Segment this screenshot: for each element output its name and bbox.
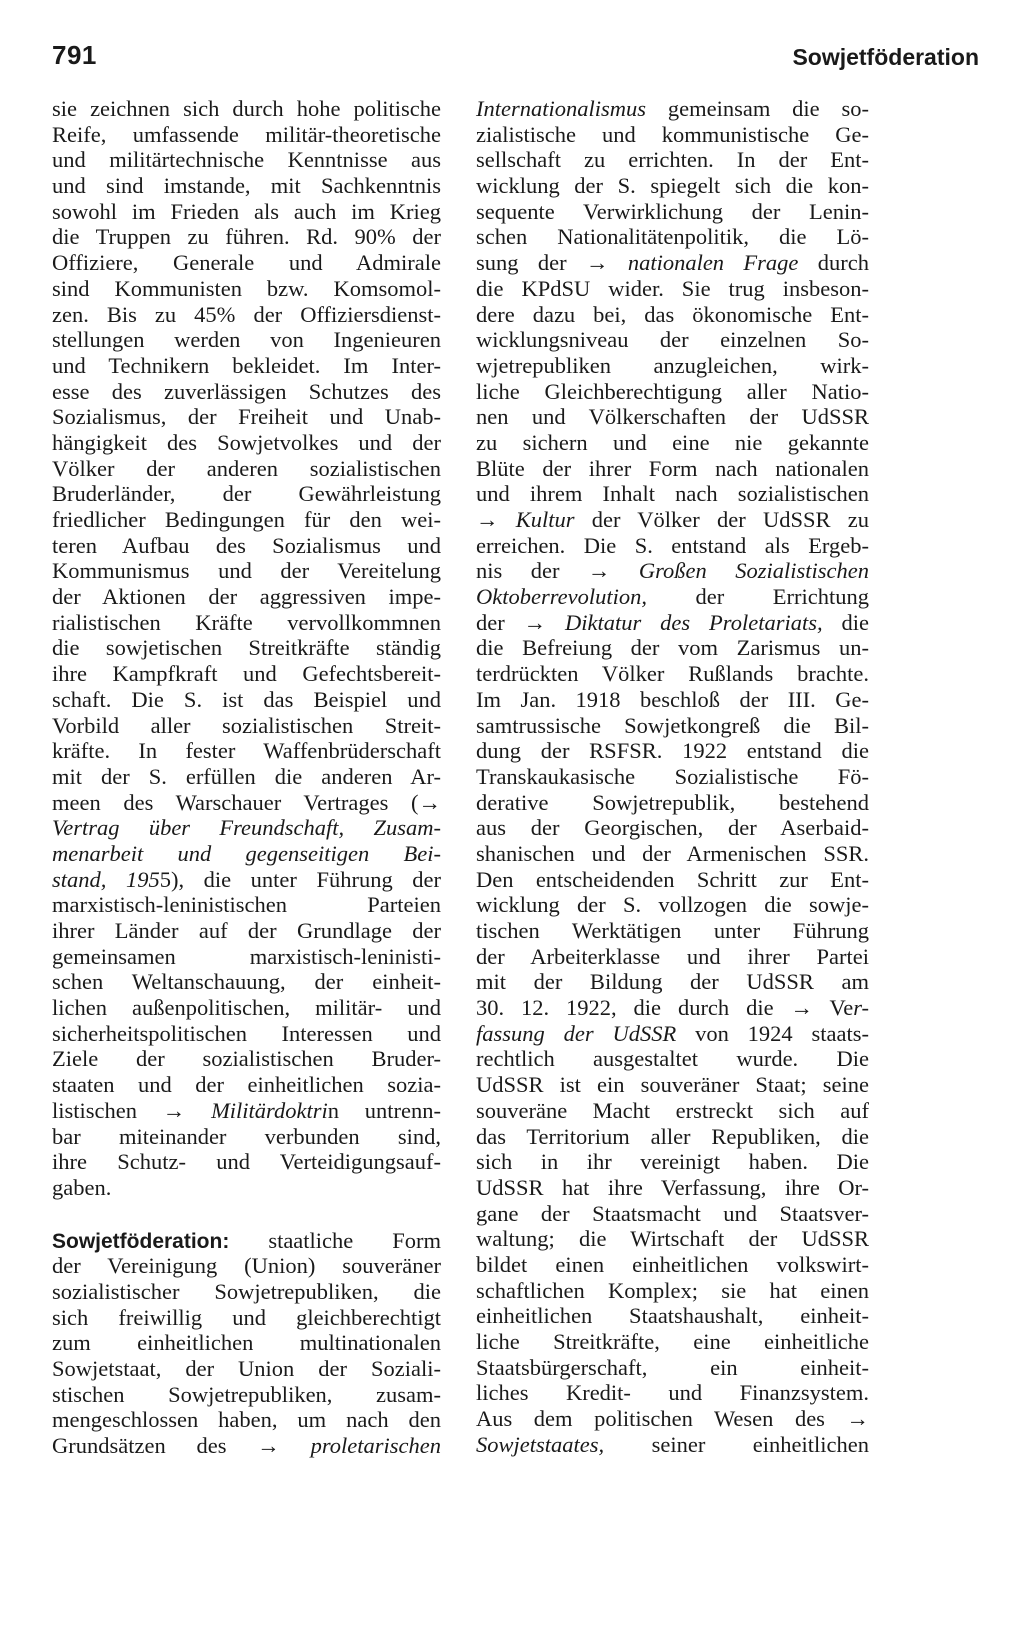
text-line: dung der RSFSR. 1922 entstand die: [476, 738, 869, 764]
text-line: Aus dem politischen Wesen des →: [476, 1406, 869, 1432]
text-line: und militärtechnische Kenntnisse aus: [52, 147, 441, 173]
text-line: stischen Sowjetrepubliken, zusam-: [52, 1381, 441, 1407]
text-line: mit der Bildung der UdSSR am: [476, 969, 869, 995]
text-line: und sind imstande, mit Sachkenntnis: [52, 173, 441, 199]
running-head: Sowjetföderation: [792, 44, 979, 70]
text-line: schen Nationalitätenpolitik, die Lö-: [476, 224, 869, 250]
text-line: wjetrepubliken anzugleichen, wirk-: [476, 352, 869, 378]
text-line: das Territorium aller Republiken, die: [476, 1123, 869, 1149]
text-line: lichen außenpolitischen, militär- und: [52, 995, 441, 1021]
text-line: der Arbeiterklasse und ihrer Partei: [476, 943, 869, 969]
text-line: shanischen und der Armenischen SSR.: [476, 840, 869, 866]
text-line: aus der Georgischen, der Aserbaid-: [476, 815, 869, 841]
text-line: terdrückten Völker Rußlands brachte.: [476, 661, 869, 687]
text-line: zu sichern und eine nie gekannte: [476, 429, 869, 455]
dictionary-entry: [52, 1228, 441, 1459]
text-line: fassung der UdSSR von 1924 staats-: [476, 1020, 870, 1046]
text-line: Blüte der ihrer Form nach nationalen: [476, 455, 869, 481]
text-line: → Kultur der Völker der UdSSR zu: [476, 507, 869, 532]
text-line: sowohl im Frieden als auch im Krieg: [52, 198, 441, 224]
entry-gap: [52, 1201, 441, 1228]
text-line: friedlicher Bedingungen für den wei-: [52, 507, 441, 532]
text-line: 30. 12. 1922, die durch die → Ver-: [476, 995, 869, 1021]
text-line: Den entscheidenden Schritt zur Ent-: [476, 866, 869, 892]
text-line: Vertrag über Freundschaft, Zusam-: [52, 815, 441, 841]
text-line: Bruderländer, der Gewährleistung: [52, 481, 441, 507]
text-line: nis der → Großen Sozialistischen: [476, 558, 869, 584]
text-line: Sozialismus, der Freiheit und Unab-: [52, 404, 441, 430]
entry-first-line: [52, 1228, 441, 1254]
text-line: Transkaukasische Sozialistische Fö-: [476, 763, 869, 789]
text-line: Internationalismus gemeinsam die so-: [476, 96, 869, 121]
text-line: Kommunismus und der Vereitelung: [52, 558, 441, 584]
text-line: hängigkeit des Sowjetvolkes und der: [52, 429, 441, 455]
text-line: menarbeit und gegenseitigen Bei-: [52, 840, 441, 866]
text-line: samtrussische Sowjetkongreß die Bil-: [476, 712, 869, 738]
text-line: sung der → nationalen Frage durch: [476, 250, 869, 276]
page-number: 791: [52, 40, 97, 70]
text-line: die Truppen zu führen. Rd. 90% der: [52, 224, 441, 250]
text-line: bildet einen einheitlichen volkswirt-: [476, 1251, 869, 1277]
entry-term: Sowjetföderation:: [52, 1229, 230, 1253]
text-line: stand, 1955), die unter Führung der: [52, 866, 441, 892]
text-line: wicklungsniveau der einzelnen So-: [476, 327, 869, 353]
text-line: rialistischen Kräfte vervollkommnen: [52, 609, 441, 635]
text-line: zialistische und kommunistische Ge-: [476, 121, 869, 147]
text-line: der Vereinigung (Union) souveräner: [52, 1253, 441, 1279]
text-line: kräfte. In fester Waffenbrüderschaft: [52, 738, 441, 764]
text-line: staaten und der einheitlichen sozia-: [52, 1072, 441, 1098]
text-line: ihre Kampfkraft und Gefechtsbereit-: [52, 661, 441, 687]
text-line: ihrer Länder auf der Grundlage der: [52, 918, 441, 943]
text-line: listischen → Militärdoktrin untrenn-: [52, 1097, 441, 1123]
text-line: esse des zuverlässigen Schutzes des: [52, 378, 441, 404]
text-line: Offiziere, Generale und Admirale: [52, 250, 441, 276]
entry-first-line-text: staatliche Form: [268, 1227, 441, 1253]
text-line: Ziele der sozialistischen Bruder-: [52, 1046, 441, 1072]
right-column-text: [476, 96, 869, 1457]
left-column-text: [52, 96, 441, 1201]
text-line: die Befreiung der vom Zarismus un-: [476, 635, 869, 661]
left-column: [52, 96, 441, 1459]
text-line: zen. Bis zu 45% der Offiziersdienst-: [52, 301, 441, 327]
text-line: sicherheitspolitischen Interessen und: [52, 1020, 441, 1046]
text-line: Völker der anderen sozialistischen: [52, 455, 441, 481]
text-line: Sowjetstaat, der Union der Soziali-: [52, 1356, 441, 1381]
text-line: die sowjetischen Streitkräfte ständig: [52, 635, 441, 661]
text-line: bar miteinander verbunden sind,: [52, 1123, 441, 1149]
text-line: mit der S. erfüllen die anderen Ar-: [52, 763, 441, 789]
text-line: nen und Völkerschaften der UdSSR: [476, 404, 869, 430]
text-line: souveräne Macht erstreckt sich auf: [476, 1097, 869, 1123]
text-line: derative Sowjetrepublik, bestehend: [476, 789, 869, 815]
text-line: wicklung der S. spiegelt sich die kon-: [476, 173, 869, 199]
text-line: gemeinsamen marxistisch-leninisti-: [52, 943, 441, 969]
text-line: schaft. Die S. ist das Beispiel und: [52, 686, 441, 712]
text-line: liches Kredit- und Finanzsystem.: [476, 1380, 869, 1406]
page-header: [52, 36, 979, 76]
text-line: ihre Schutz- und Verteidigungsauf-: [52, 1149, 441, 1175]
text-line: Im Jan. 1918 beschloß der III. Ge-: [476, 686, 869, 712]
text-line: der Aktionen der aggressiven impe-: [52, 584, 441, 610]
text-line: der → Diktatur des Proletariats, die: [476, 609, 869, 635]
text-line: gane der Staatsmacht und Staatsver-: [476, 1200, 869, 1226]
text-line: Reife, umfassende militär-theoretische: [52, 121, 441, 147]
text-line: sich freiwillig und gleichberechtigt: [52, 1304, 441, 1330]
text-line: erreichen. Die S. entstand als Ergeb-: [476, 532, 869, 558]
text-line: liche Streitkräfte, eine einheitliche: [476, 1329, 869, 1354]
text-line: sind Kommunisten bzw. Komsomol-: [52, 275, 441, 301]
text-line: liche Gleichberechtigung aller Natio-: [476, 378, 869, 404]
text-line: Grundsätzen des → proletarischen: [52, 1433, 441, 1459]
text-line: UdSSR ist ein souveräner Staat; seine: [476, 1072, 869, 1098]
text-line: mengeschlossen haben, um nach den: [52, 1407, 441, 1433]
text-line: marxistisch-leninistischen Parteien: [52, 892, 441, 918]
text-line: waltung; die Wirtschaft der UdSSR: [476, 1226, 869, 1252]
text-line: schaftlichen Komplex; sie hat einen: [476, 1277, 869, 1303]
text-line: wicklung der S. vollzogen die sowje-: [476, 892, 869, 918]
text-line: UdSSR hat ihre Verfassung, ihre Or-: [476, 1174, 869, 1200]
text-line: Vorbild aller sozialistischen Streit-: [52, 712, 441, 738]
text-line: Sowjetstaates, seiner einheitlichen: [476, 1431, 869, 1457]
text-line: und Technikern bekleidet. Im Inter-: [52, 352, 441, 378]
text-line: einheitlichen Staatshaushalt, einheit-: [476, 1303, 869, 1329]
text-line: teren Aufbau des Sozialismus und: [52, 532, 441, 558]
entry-body-text: [52, 1253, 441, 1459]
text-line: schen Weltanschauung, der einheit-: [52, 969, 441, 995]
text-line: sich in ihr vereinigt haben. Die: [476, 1149, 869, 1175]
text-line: sozialistischer Sowjetrepubliken, die: [52, 1278, 441, 1304]
text-line: sellschaft zu errichten. In der Ent-: [476, 147, 869, 173]
text-line: sequente Verwirklichung der Lenin-: [476, 198, 869, 224]
text-line: die KPdSU wider. Sie trug insbeson-: [476, 275, 869, 301]
text-line: rechtlich ausgestaltet wurde. Die: [476, 1046, 869, 1072]
right-column: [476, 96, 869, 1457]
text-line: meen des Warschauer Vertrages (→: [52, 789, 441, 815]
text-line: zum einheitlichen multinationalen: [52, 1330, 441, 1356]
text-line: sie zeichnen sich durch hohe politische: [52, 96, 441, 121]
text-line: tischen Werktätigen unter Führung: [476, 918, 869, 943]
text-line: dere dazu bei, das ökonomische Ent-: [476, 301, 869, 327]
text-line: gaben.: [52, 1174, 112, 1200]
text-line: stellungen werden von Ingenieuren: [52, 327, 441, 353]
text-line: Staatsbürgerschaft, ein einheit-: [476, 1354, 869, 1380]
text-line: und ihrem Inhalt nach sozialistischen: [476, 481, 869, 507]
text-line: Oktoberrevolution, der Errichtung: [476, 584, 869, 610]
